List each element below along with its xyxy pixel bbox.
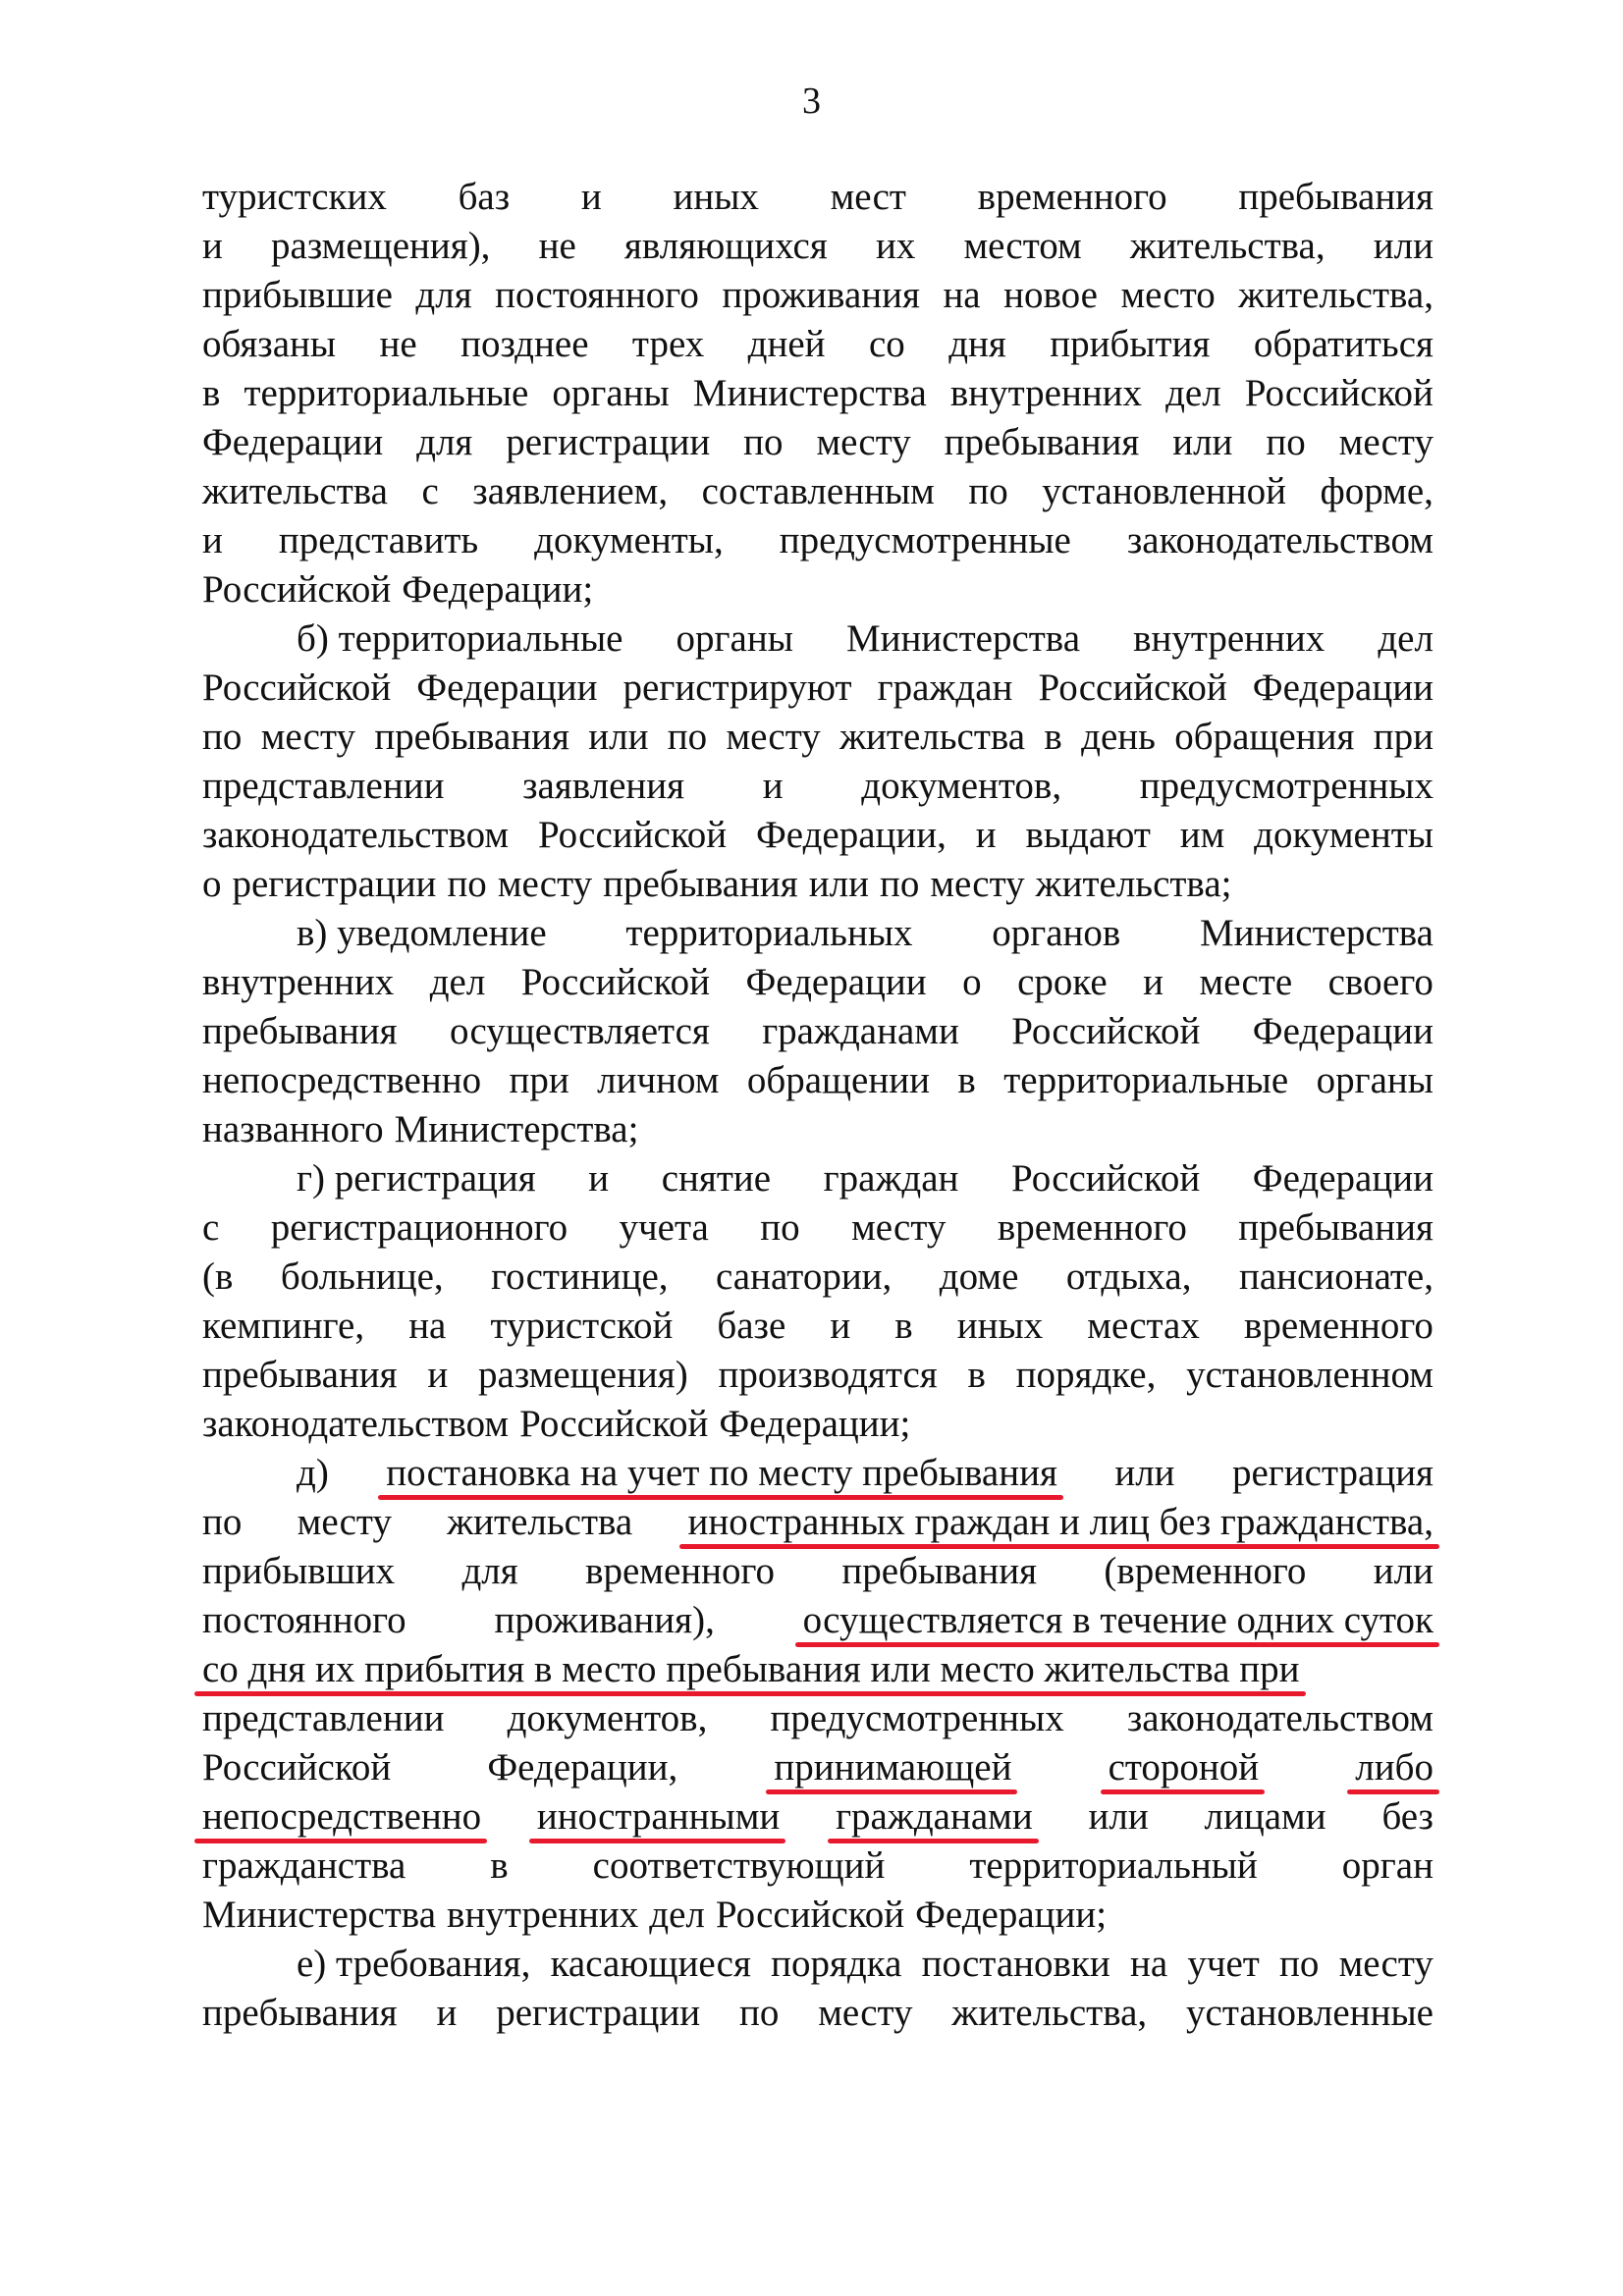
word: жительства (839, 716, 1026, 758)
word: пребывания (1238, 176, 1434, 218)
word: месту (260, 716, 355, 758)
word: установленном (1186, 1354, 1434, 1396)
text-line (202, 418, 1434, 467)
word: и (762, 765, 784, 807)
word: Российской (202, 568, 392, 611)
text-line (202, 1056, 1434, 1105)
text-line (202, 811, 1434, 860)
word: о (202, 863, 222, 905)
text-line (202, 1989, 1434, 2038)
word: по (739, 1992, 780, 2034)
text-line (202, 173, 1434, 222)
word: Министерства (845, 617, 1081, 660)
word: пребывания (374, 716, 569, 758)
word: документы (1254, 814, 1434, 856)
word: порядке, (1015, 1354, 1157, 1396)
word: дня (948, 323, 1006, 365)
word: установленные (1186, 1992, 1434, 2034)
word: б) территориальные (297, 617, 623, 660)
word: по (667, 716, 708, 758)
text-line (202, 1842, 1434, 1891)
document-body (202, 173, 1434, 2038)
text-line (202, 516, 1434, 565)
underlined-phrase: либо (1355, 1743, 1434, 1792)
word: или (1373, 225, 1434, 267)
word: или (1172, 421, 1233, 463)
word: и (588, 1157, 610, 1200)
word: или (588, 716, 649, 758)
word: Российской (520, 961, 710, 1003)
word: по (447, 863, 487, 905)
word: по (202, 1501, 243, 1543)
word: при (509, 1059, 569, 1101)
word: постоянного (495, 274, 699, 316)
word: органов (992, 912, 1121, 954)
word: не (538, 225, 576, 267)
word: или (1088, 1795, 1149, 1838)
text-line (202, 1743, 1434, 1792)
word: или (1114, 1452, 1175, 1494)
word: предусмотренных (770, 1697, 1064, 1739)
word: непосредственно (202, 1059, 482, 1101)
word: санатории, (716, 1255, 893, 1298)
word: Министерства (1199, 912, 1434, 954)
word: в) уведомление (297, 912, 547, 954)
word: по (760, 1206, 800, 1249)
word: обратиться (1253, 323, 1434, 365)
word: месту (497, 863, 593, 905)
word: Федерации (1252, 1010, 1434, 1052)
word: сроке (1017, 961, 1108, 1003)
word: Федерации (416, 667, 598, 709)
word: месту (1338, 1943, 1434, 1985)
word: обращения (1174, 716, 1355, 758)
word: орган (1341, 1844, 1434, 1887)
word: д) (297, 1452, 329, 1494)
word: лицами (1204, 1795, 1326, 1838)
word: на (408, 1305, 447, 1347)
word: (в (202, 1255, 234, 1298)
word: месту (816, 421, 911, 463)
word: снятие (661, 1157, 772, 1200)
word: территориальные (1003, 1059, 1289, 1101)
word: Федерации (202, 421, 384, 463)
word: пребывания (202, 1992, 398, 2034)
text-line (202, 1449, 1434, 1498)
word: по (202, 716, 243, 758)
word: обращении (746, 1059, 930, 1101)
word: личном (597, 1059, 720, 1101)
word: представлении (202, 765, 445, 807)
text-line (202, 1792, 1434, 1842)
word: жительства, (1129, 225, 1325, 267)
word: месту (930, 863, 1025, 905)
word: Российской (202, 1746, 392, 1789)
word: день (1081, 716, 1156, 758)
text-line (202, 713, 1434, 762)
word: названного (202, 1108, 384, 1150)
word: и (436, 1992, 458, 2034)
word: внутренних (1133, 617, 1325, 660)
word: форме, (1320, 470, 1434, 512)
word: в (490, 1844, 509, 1887)
word: гражданами (762, 1010, 959, 1052)
word: (временного (1104, 1550, 1307, 1592)
word: проживания), (494, 1599, 715, 1641)
word: Министерства (202, 1894, 437, 1936)
word: регистрационного (270, 1206, 568, 1249)
word: Федерации (1252, 667, 1434, 709)
word: установленной (1042, 470, 1286, 512)
word: регистрации (496, 1992, 701, 2034)
text-line (202, 1203, 1434, 1253)
word: заявления (522, 765, 685, 807)
word: внутренних (202, 961, 395, 1003)
word: им (1179, 814, 1225, 856)
word: пребывания (202, 1354, 398, 1396)
word: Федерации; (719, 1403, 911, 1445)
word: регистрации (232, 863, 437, 905)
word: прибытия (1050, 323, 1211, 365)
text-line (202, 762, 1434, 811)
word: территориальный (969, 1844, 1258, 1887)
word: местом (963, 225, 1082, 267)
word: и (975, 814, 997, 856)
word: и (580, 176, 602, 218)
word: по (743, 421, 784, 463)
word: жительства, (951, 1992, 1148, 2034)
word: трех (631, 323, 705, 365)
word: в (967, 1354, 986, 1396)
text-line (202, 1302, 1434, 1351)
word: размещения), (271, 225, 491, 267)
word: больнице, (280, 1255, 444, 1298)
word: пребывания (202, 1010, 398, 1052)
word: законодательством (202, 1403, 510, 1445)
word: жительства (202, 470, 388, 512)
underlined-phrase: принимающей (774, 1743, 1011, 1792)
word: документы, (534, 519, 724, 561)
word: в (202, 372, 221, 414)
word: пребывания (1238, 1206, 1434, 1249)
text-line (202, 860, 1434, 909)
word: предусмотренных (1139, 765, 1434, 807)
word: регистрируют (622, 667, 852, 709)
word: пребывания (841, 1550, 1038, 1592)
word: дел (1165, 372, 1221, 414)
word: для (416, 421, 473, 463)
word: со (868, 323, 905, 365)
word: новое (1003, 274, 1098, 316)
text-line (202, 565, 1434, 614)
word: месту (297, 1501, 392, 1543)
word: дней (747, 323, 826, 365)
word: прибывшие (202, 274, 393, 316)
word: Федерации (745, 961, 927, 1003)
word: мест (830, 176, 906, 218)
word: регистрация (1232, 1452, 1434, 1494)
word: местах (1087, 1305, 1200, 1347)
word: отдыха, (1065, 1255, 1192, 1298)
page-number: 3 (802, 80, 821, 122)
word: регистрации (506, 421, 711, 463)
text-line (202, 1154, 1434, 1203)
underlined-phrase: со дня их прибытия в место пребывания или место жительства при (202, 1645, 1300, 1694)
word: месту (851, 1206, 947, 1249)
word: по (879, 863, 920, 905)
word: месте (1199, 961, 1293, 1003)
word: гостинице, (491, 1255, 669, 1298)
word: документов, (507, 1697, 708, 1739)
word: касающиеся (550, 1943, 751, 1985)
underlined-phrase: гражданами (836, 1792, 1033, 1842)
text-line (202, 664, 1434, 713)
text-line (202, 1351, 1434, 1400)
word: месту (726, 716, 821, 758)
word: временного (585, 1550, 776, 1592)
word: дел (429, 961, 486, 1003)
word: внутренних (447, 1894, 639, 1936)
text-line (202, 1694, 1434, 1743)
text-line (202, 1253, 1434, 1302)
word: Министерства (692, 372, 927, 414)
word: порядка (771, 1943, 902, 1985)
word: временного (997, 1206, 1187, 1249)
word: Федерации, (487, 1746, 678, 1789)
word: кемпинге, (202, 1305, 365, 1347)
word: постановки (921, 1943, 1110, 1985)
word: или (1373, 1550, 1434, 1592)
word: с (202, 1206, 220, 1249)
underlined-phrase: иностранными (537, 1792, 780, 1842)
underlined-phrase: осуществляется в течение одних суток (803, 1596, 1434, 1645)
word: баз (458, 176, 511, 218)
word: размещения) (478, 1354, 688, 1396)
word: месту (818, 1992, 913, 2034)
word: дел (1378, 617, 1434, 660)
word: по (968, 470, 1008, 512)
word: и (202, 225, 223, 267)
word: граждан (877, 667, 1013, 709)
word: иных (956, 1305, 1044, 1347)
word: Российской (537, 814, 728, 856)
word: постоянного (202, 1599, 406, 1641)
word: и (427, 1354, 449, 1396)
word: граждан (823, 1157, 959, 1200)
word: органы (676, 617, 793, 660)
word: е) требования, (297, 1943, 531, 1985)
word: Российской (1244, 372, 1434, 414)
text-line (202, 1891, 1434, 1940)
word: и (830, 1305, 851, 1347)
underlined-phrase: непосредственно (202, 1792, 481, 1842)
word: учет (1187, 1943, 1260, 1985)
word: или (808, 863, 869, 905)
word: на (943, 274, 981, 316)
word: учета (619, 1206, 709, 1249)
text-line (202, 1645, 1434, 1694)
word: туристских (202, 176, 387, 218)
word: место (1120, 274, 1216, 316)
text-line (202, 320, 1434, 369)
word: Федерации, (755, 814, 947, 856)
word: жительства; (1035, 863, 1232, 905)
word: выдают (1025, 814, 1151, 856)
text-line (202, 1400, 1434, 1449)
word: по (1279, 1943, 1320, 1985)
word: жительства (447, 1501, 633, 1543)
word: по (1266, 421, 1306, 463)
word: их (875, 225, 916, 267)
text-line (202, 1007, 1434, 1056)
text-line (202, 222, 1434, 271)
word: органы (552, 372, 670, 414)
word: доме (939, 1255, 1019, 1298)
word: внутренних (949, 372, 1143, 414)
word: г) регистрация (297, 1157, 536, 1200)
word: Российской (1011, 1010, 1201, 1052)
word: Российской (1011, 1157, 1201, 1200)
text-line (202, 1940, 1434, 1989)
word: Министерства; (394, 1108, 639, 1150)
underlined-phrase: постановка на учет по месту пребывания (386, 1449, 1057, 1498)
word: обязаны (202, 323, 337, 365)
word: предусмотренные (779, 519, 1071, 561)
word: соответствующий (592, 1844, 886, 1887)
word: позднее (460, 323, 589, 365)
word: и (1143, 961, 1164, 1003)
text-line (202, 1105, 1434, 1154)
text-line (202, 271, 1434, 320)
word: Российской (202, 667, 392, 709)
word: представить (278, 519, 479, 561)
word: базе (717, 1305, 786, 1347)
word: прибывших (202, 1550, 396, 1592)
word: проживания (722, 274, 920, 316)
word: дел (649, 1894, 705, 1936)
text-line (202, 467, 1434, 516)
word: на (1129, 1943, 1168, 1985)
word: своего (1327, 961, 1434, 1003)
text-line (202, 958, 1434, 1007)
text-line (202, 909, 1434, 958)
word: не (379, 323, 417, 365)
word: с (421, 470, 439, 512)
word: Российской (519, 1403, 709, 1445)
word: являющихся (623, 225, 828, 267)
word: территориальные (243, 372, 529, 414)
word: жительства, (1238, 274, 1434, 316)
word: Российской (1038, 667, 1227, 709)
word: гражданства (202, 1844, 406, 1887)
word: пребывания (944, 421, 1140, 463)
text-line (202, 1498, 1434, 1547)
word: Федерации; (402, 568, 594, 611)
word: представлении (202, 1697, 445, 1739)
word: в (894, 1305, 913, 1347)
word: законодательством (1126, 1697, 1434, 1739)
word: для (415, 274, 472, 316)
underlined-phrase: иностранных граждан и лиц без гражданства, (687, 1498, 1434, 1547)
word: законодательством (1126, 519, 1434, 561)
text-line (202, 614, 1434, 664)
word: для (461, 1550, 518, 1592)
word: месту (1338, 421, 1434, 463)
word: Российской (715, 1894, 905, 1936)
word: производятся (718, 1354, 938, 1396)
word: временного (977, 176, 1167, 218)
word: составленным (701, 470, 935, 512)
word: Федерации (1252, 1157, 1434, 1200)
word: законодательством (202, 814, 510, 856)
word: пребывания (603, 863, 798, 905)
word: при (1373, 716, 1434, 758)
word: органы (1316, 1059, 1434, 1101)
underlined-phrase: стороной (1109, 1743, 1260, 1792)
word: без (1381, 1795, 1434, 1838)
word: иных (673, 176, 759, 218)
word: временного (1243, 1305, 1434, 1347)
text-line (202, 1596, 1434, 1645)
word: туристской (490, 1305, 674, 1347)
word: осуществляется (450, 1010, 710, 1052)
text-line (202, 369, 1434, 418)
word: в (1044, 716, 1062, 758)
word: о (962, 961, 982, 1003)
word: Федерации; (915, 1894, 1108, 1936)
text-line (202, 1547, 1434, 1596)
word: документов, (861, 765, 1062, 807)
word: территориальных (625, 912, 913, 954)
word: пансионате, (1238, 1255, 1434, 1298)
word: заявлением, (472, 470, 669, 512)
word: в (957, 1059, 976, 1101)
word: и (202, 519, 223, 561)
